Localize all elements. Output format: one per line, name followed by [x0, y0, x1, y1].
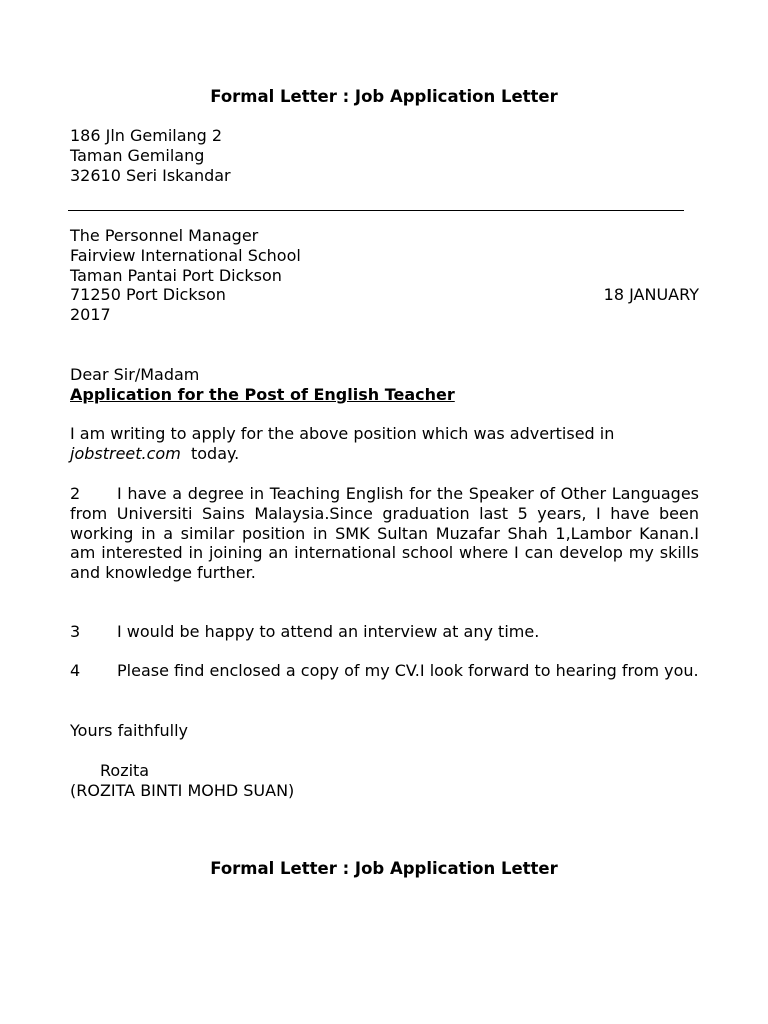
postcode-date-row: [70, 285, 699, 305]
salutation: Dear Sir/Madam: [70, 365, 200, 384]
closing: Yours faithfully: [70, 721, 189, 740]
letter-date-year: 2017: [70, 305, 111, 325]
paragraph-number: 3: [70, 622, 81, 641]
paragraph-3: [70, 622, 699, 642]
sender-address-line: 32610 Seri Iskandar: [70, 165, 231, 185]
paragraph-2-text: I have a degree in Teaching English for the Speaker of Other Languages from Universiti Sains Malaysia.Since graduation last 5 years, I have been working in a similar position in SMK Sultan Muzafar Shah 1,Lambor Kanan.I am interested in joining an international school where I can develop my skills and knowledge further.: [70, 484, 699, 583]
signature-block: [70, 761, 699, 801]
paragraph-2: [70, 484, 699, 583]
paragraph-number: 4: [70, 661, 81, 680]
page-title: Formal Letter : Job Application Letter: [210, 87, 558, 106]
paragraph-4-text: Please find enclosed a copy of my CV.I look forward to hearing from you.: [117, 661, 699, 680]
footer-title: Formal Letter : Job Application Letter: [210, 859, 558, 878]
recipient-address: [70, 226, 699, 325]
recipient-line: The Personnel Manager: [70, 226, 259, 245]
signature: Rozita: [100, 761, 150, 780]
paragraph-4: [70, 661, 699, 681]
paragraph-3-text: I would be happy to attend an interview at any time.: [117, 622, 540, 641]
subject-line: Application for the Post of English Teacher: [70, 384, 455, 404]
full-name: (ROZITA BINTI MOHD SUAN): [70, 780, 295, 800]
recipient-line: Taman Pantai Port Dickson: [70, 265, 282, 285]
sender-address-line: 186 Jln Gemilang 2: [70, 126, 223, 145]
paragraph-number: 2: [70, 484, 81, 503]
paragraph-1: [70, 424, 699, 464]
recipient-line: 71250 Port Dickson: [70, 285, 226, 305]
salutation-block: [70, 365, 699, 405]
recipient-line: Fairview International School: [70, 245, 301, 265]
letter-date: 18 JANUARY: [603, 285, 699, 305]
sender-address-line: Taman Gemilang: [70, 145, 205, 165]
sender-address: [70, 126, 699, 185]
paragraph-1-text: I am writing to apply for the above position which was advertised in: [70, 424, 615, 443]
paragraph-1-end: today.: [180, 443, 240, 463]
divider-line: [68, 210, 684, 211]
website-name: jobstreet.com: [70, 443, 181, 463]
